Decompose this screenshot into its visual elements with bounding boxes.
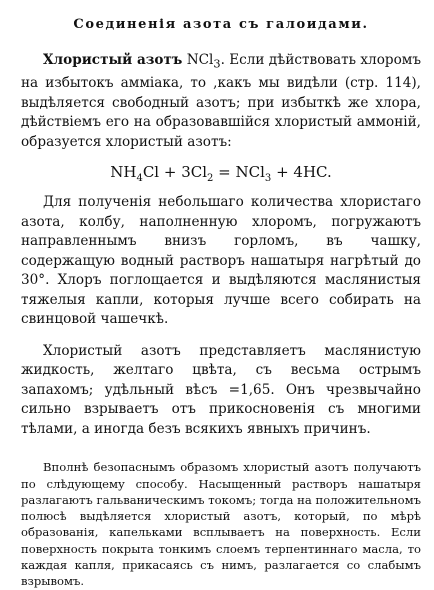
paragraph-chlorine-nitride-intro — [21, 51, 421, 152]
formula-ncl3: NCl$_3$ — [186, 52, 221, 71]
paragraph-safe-method: Вполнѣ безопаснымъ образомъ хлористый азотъ получаютъ по слѣдующему способу. Насыщенный растворъ нашатыря разлагаютъ гальваническимъ токомъ; тогда на положительномъ полюсѣ выдѣляется хлористый азотъ, который, по мѣрѣ образованія, капельками всплываетъ на поверхность. Если поверхность покрыта тонкимъ слоемъ терпентиннаго масла, то каждая капля, прикасаясь съ нимъ, разлагается со слабымъ взрывомъ. — [21, 460, 421, 589]
paragraph-preparation: Для полученія небольшаго количества хлористаго азота, колбу, наполненную хлоромъ, погружаютъ направленнымъ внизъ горломъ, въ чашку, содержащую водный растворъ нашатыря нагрѣтый до 30°. Хлоръ поглощается и выдѣляются маслянистыя тяжелыя капли, которыя лучше всего собирать на свинцовой чашечкѣ. — [21, 194, 421, 328]
paragraph-text: . Если дѣйствовать хлоромъ на избытокъ амміака, то ,какъ мы видѣли (стр. 114), выдѣляется свободный азотъ; при избыткѣ же хлора, дѣйствіемъ его на образовавшійся хлористый аммоній, образуется хлористый азотъ: — [21, 52, 421, 150]
section-title: Соединенія азота съ галоидами. — [73, 17, 369, 32]
chemical-equation: $NH_4Cl + 3Cl_2 = NCl_3 + 4HC$. — [110, 163, 332, 185]
term-chlorine-nitride: Хлористый азотъ — [43, 52, 183, 68]
paragraph-properties: Хлористый азотъ представляетъ маслянистую жидкость, желтаго цвѣта, съ весьма острымъ запахомъ; удѣльный вѣсъ =1,65. Онъ чрезвычайно сильно взрываетъ отъ прикосновенія съ многими тѣлами, а иногда безъ всякихъ явныхъ причинъ. — [21, 342, 421, 437]
